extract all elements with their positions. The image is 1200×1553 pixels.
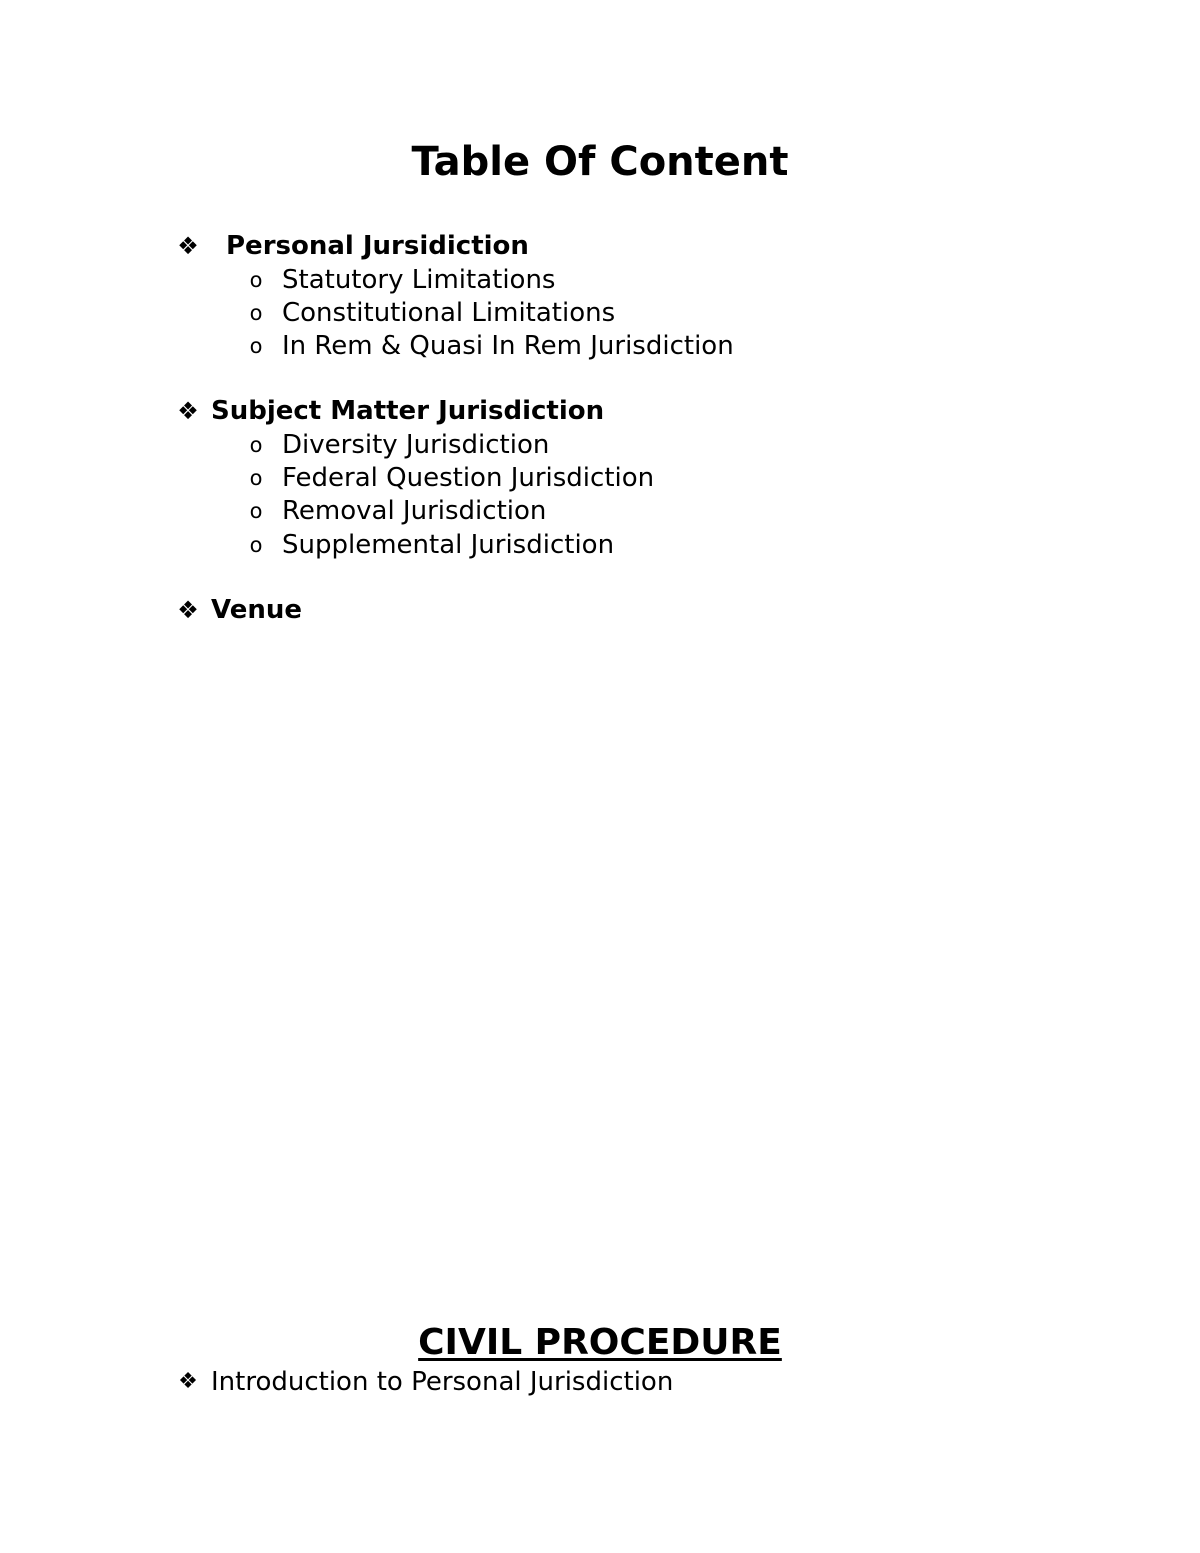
circle-bullet-icon: o [249, 532, 263, 557]
toc-subitem [175, 428, 1075, 461]
toc-subitem [175, 263, 1075, 296]
toc-subitem-label: Federal Question Jurisdiction [282, 462, 655, 493]
toc-section-label: Subject Matter Jurisdiction [211, 396, 605, 426]
toc-subitem [175, 296, 1075, 329]
toc-section-heading [175, 394, 1075, 428]
toc-subitem-label: Diversity Jurisdiction [282, 429, 550, 460]
toc-subitem-label: In Rem & Quasi In Rem Jurisdiction [282, 331, 734, 362]
toc-sublist [175, 428, 1075, 561]
diamond-bullet-icon: ❖ [177, 232, 199, 260]
diamond-bullet-icon: ❖ [178, 1369, 198, 1394]
toc-subitem [175, 528, 1075, 561]
toc-sublist [175, 263, 1075, 363]
main-heading: CIVIL PROCEDURE [418, 1322, 782, 1363]
circle-bullet-icon: o [249, 334, 263, 359]
toc-subitem-label: Supplemental Jurisdiction [282, 529, 615, 560]
toc-section-personal-jurisdiction [175, 229, 1075, 363]
circle-bullet-icon: o [249, 465, 263, 490]
toc-subitem [175, 461, 1075, 494]
toc-subitem [175, 330, 1075, 363]
toc-subitem-label: Removal Jurisdiction [282, 496, 547, 527]
circle-bullet-icon: o [249, 499, 263, 524]
toc-title: Table Of Content [411, 139, 789, 185]
toc-section-heading [175, 593, 1075, 627]
toc-section-label: Venue [211, 595, 302, 625]
toc-section-label: Personal Jursidiction [226, 231, 529, 261]
diamond-bullet-icon: ❖ [177, 397, 199, 425]
circle-bullet-icon: o [249, 267, 263, 292]
toc-subitem-label: Constitutional Limitations [282, 297, 616, 328]
toc-section-heading [175, 229, 1075, 263]
toc-subitem [175, 495, 1075, 528]
toc-section-venue [175, 593, 1075, 627]
toc-subitem-label: Statutory Limitations [282, 264, 556, 295]
circle-bullet-icon: o [249, 300, 263, 325]
intro-label: Introduction to Personal Jurisdiction [211, 1367, 674, 1397]
toc-section-subject-matter-jurisdiction [175, 394, 1075, 561]
circle-bullet-icon: o [249, 432, 263, 457]
diamond-bullet-icon: ❖ [177, 596, 199, 624]
intro-item [175, 1365, 673, 1399]
